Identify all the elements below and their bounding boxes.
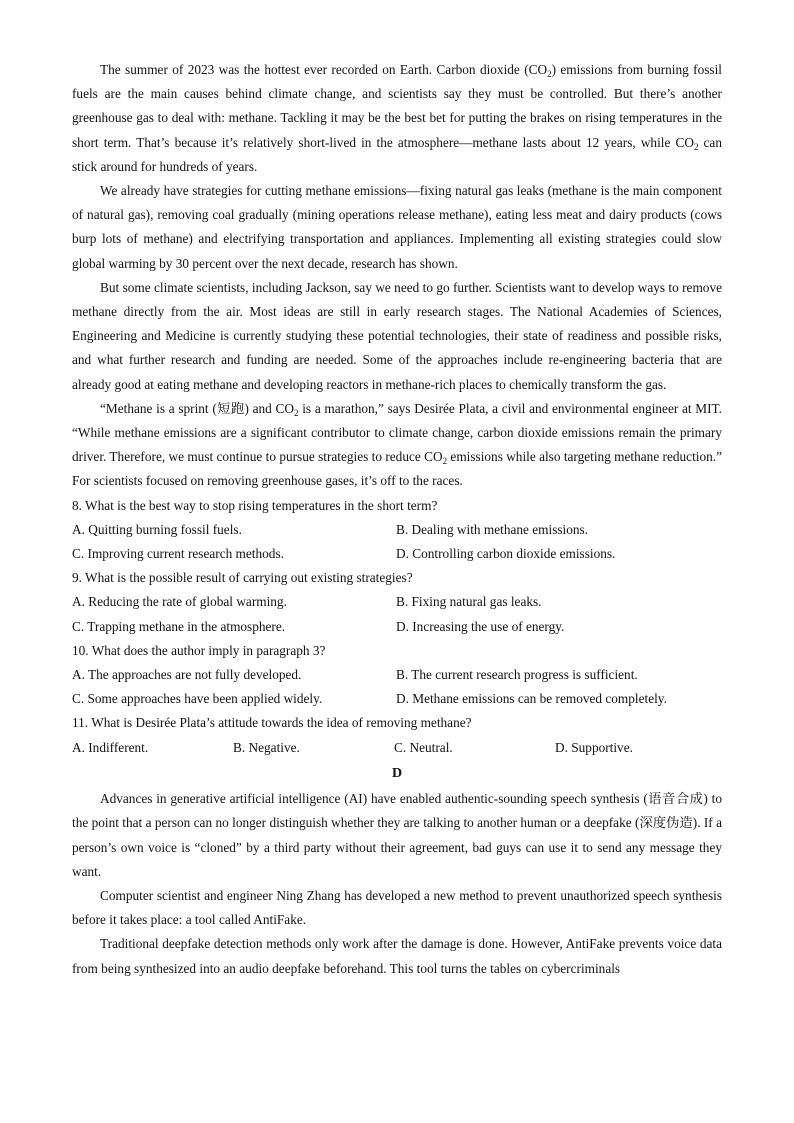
question-9-stem: 9. What is the possible result of carrying out existing strategies?	[72, 570, 413, 586]
document-page	[72, 58, 722, 981]
question-9-options-row-1	[72, 590, 722, 614]
question-11-stem: 11. What is Desirée Plata’s attitude towards the idea of removing methane?	[72, 715, 472, 731]
question-9-option-a: A. Reducing the rate of global warming.	[72, 594, 287, 610]
question-11-option-a: A. Indifferent.	[72, 739, 149, 755]
question-11-option-b: B. Negative.	[233, 739, 300, 755]
passage-c-paragraph-1: The summer of 2023 was the hottest ever recorded on Earth. Carbon dioxide $(CO_2)$ emissions from burning fossil fuels are the main causes behind climate change, and scientists say they must be controlled. But there’s another greenhouse gas to deal with: methane. Tackling it may be the best bet for putting the brakes on rising temperatures in the short term. That’s because it’s relatively short-lived in the atmosphere—methane lasts about 12 years, while $CO_2$ can stick around for hundreds of years.	[72, 62, 722, 174]
question-11-option-d: D. Supportive.	[555, 739, 633, 755]
question-8-options-row-2	[72, 542, 722, 566]
question-10-stem: 10. What does the author imply in paragraph 3?	[72, 642, 326, 658]
question-10-option-c: C. Some approaches have been applied widely.	[72, 691, 323, 707]
question-9-option-d: D. Increasing the use of energy.	[396, 618, 565, 634]
passage-c-paragraph-4: “Methane is a sprint (短跑) and $CO_2$ is a marathon,” says Desirée Plata, a civil and environmental engineer at MIT. “While methane emissions are a significant contributor to climate change, carbon dioxide emissions remain the primary driver. Therefore, we must continue to pursue strategies to reduce $CO_2$ emissions while also targeting methane reduction.” For scientists focused on removing greenhouse gases, it’s off to the races.	[72, 400, 723, 489]
question-11-option-c: C. Neutral.	[394, 739, 453, 755]
section-d-heading: D	[391, 765, 403, 781]
question-10-option-d: D. Methane emissions can be removed completely.	[396, 691, 667, 707]
question-8-option-d: D. Controlling carbon dioxide emissions.	[396, 546, 616, 562]
passage-d-paragraph-1: Advances in generative artificial intelligence (AI) have enabled authentic-sounding speech synthesis (语音合成) to the point that a person can no longer distinguish whether they are talking to another human or a deepfake (深度伪造). If a person’s own voice is “cloned” by a third party without their agreement, bad guys can use it to send any message they want.	[72, 791, 722, 879]
question-9-option-b: B. Fixing natural gas leaks.	[396, 594, 542, 610]
question-10-option-b: B. The current research progress is sufficient.	[396, 667, 638, 683]
question-11-options-row	[72, 736, 722, 760]
question-8-option-b: B. Dealing with methane emissions.	[396, 521, 589, 537]
passage-d-paragraph-2: Computer scientist and engineer Ning Zhang has developed a new method to prevent unauthorized speech synthesis before it takes place: a tool called AntiFake.	[72, 887, 722, 928]
question-8-options-row-1	[72, 518, 722, 542]
passage-c-paragraph-3: But some climate scientists, including Jackson, say we need to go further. Scientists want to develop ways to remove methane directly from the air. Most ideas are still in early research stages. The National Academies of Sciences, Engineering and Medicine is currently studying these potential technologies, their state of readiness and possible risks, and what further research and funding are needed. Some of the approaches include re-engineering bacteria that are already good at eating methane and developing reactors in methane-rich places to chemically transform the gas.	[72, 279, 722, 392]
question-10-options-row-1	[72, 663, 722, 687]
question-8-option-a: A. Quitting burning fossil fuels.	[72, 521, 242, 537]
passage-c-paragraph-2: We already have strategies for cutting methane emissions—fixing natural gas leaks (methane is the main component of natural gas), removing coal gradually (mining operations release methane), eating less meat and dairy products (cows burp lots of methane) and electrifying transportation and appliances. Implementing all existing strategies could slow global warming by 30 percent over the next decade, research has shown.	[72, 183, 722, 271]
question-9-option-c: C. Trapping methane in the atmosphere.	[72, 618, 286, 634]
question-8-option-c: C. Improving current research methods.	[72, 546, 284, 562]
question-9-options-row-2	[72, 615, 722, 639]
question-8-stem: 8. What is the best way to stop rising temperatures in the short term?	[72, 497, 438, 513]
passage-d-paragraph-3: Traditional deepfake detection methods only work after the damage is done. However, AntiFake prevents voice data from being synthesized into an audio deepfake beforehand. This tool turns the tables on cybercriminals	[72, 936, 722, 976]
question-10-option-a: A. The approaches are not fully developed.	[72, 667, 302, 683]
question-10-options-row-2	[72, 687, 722, 711]
